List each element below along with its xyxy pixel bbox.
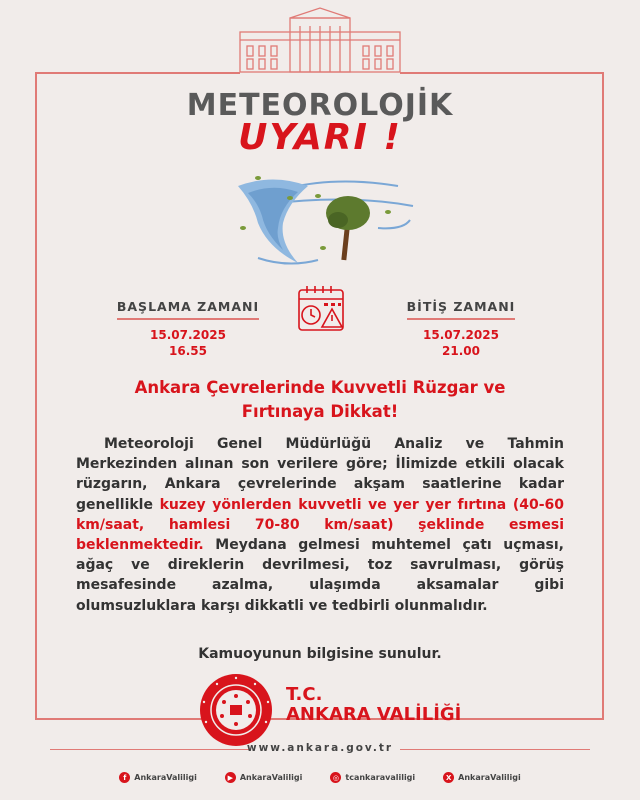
social-facebook[interactable] <box>119 772 197 783</box>
social-label: AnkaraValiligi <box>134 773 197 782</box>
end-time-label: BİTİŞ ZAMANI <box>407 299 516 320</box>
end-date: 15.07.2025 <box>423 328 499 342</box>
body-text-part-2: Meydana gelmesi muhtemel çatı uçması, ağaç ve direklerin devrilmesi, toz savrulması, görüş mesafesinde azalma, ulaşımda aksamalar gibi olumsuzluklara karşı dikkatli ve tedbirli olunmalıdır. <box>76 537 564 614</box>
heading-line-2: Fırtınaya Dikkat! <box>241 402 399 421</box>
heading-line-1: Ankara Çevrelerinde Kuvvetli Rüzgar ve <box>134 378 506 397</box>
social-links <box>0 772 640 783</box>
youtube-icon: ▶ <box>225 772 236 783</box>
governor-name: ANKARA VALİLİĞİ <box>286 704 462 725</box>
social-youtube[interactable] <box>225 772 303 783</box>
body-text-part-1: Meteoroloji Genel Müdürlüğü Analiz ve Tahmin Merkezinden alınan son verilere göre; İlimizde etkili olacak rüzgarın, Ankara çevrelerinde akşam saatlerine kadar genellikle <box>76 436 564 513</box>
body-highlight: kuzey yönlerden kuvvetli ve yer yer fırtına (40-60 km/saat, hamlesi 70-80 km/saat) şeklinde esmesi beklenmektedir. <box>76 496 564 554</box>
announcement-heading <box>60 376 580 424</box>
frame-left <box>35 72 37 719</box>
instagram-icon: ◎ <box>330 772 341 783</box>
warning-title: UYARI ! <box>238 117 402 158</box>
frame-top-left <box>35 72 240 74</box>
calendar-warning-icon <box>296 283 346 335</box>
start-time-label: BAŞLAMA ZAMANI <box>117 299 259 320</box>
social-label: tcankaravaliligi <box>345 773 416 782</box>
social-instagram[interactable] <box>330 772 415 783</box>
frame-right <box>602 72 604 719</box>
announcement-body <box>76 434 564 616</box>
facebook-icon: f <box>119 772 130 783</box>
website-link[interactable]: www.ankara.gov.tr <box>246 742 394 754</box>
x-icon: X <box>443 772 454 783</box>
start-date: 15.07.2025 <box>150 328 226 342</box>
footer-divider-right <box>400 749 590 750</box>
social-label: AnkaraValiligi <box>239 773 303 782</box>
start-time-block <box>108 298 268 359</box>
end-time: 21.00 <box>442 344 480 358</box>
closing-text: Kamuoyunun bilgisine sunulur. <box>198 646 442 662</box>
end-time-block <box>381 298 541 359</box>
governorship-seal-icon <box>198 672 274 748</box>
page-title: METEOROLOJİK <box>186 88 454 123</box>
social-x[interactable] <box>443 772 521 783</box>
governorship-building-icon <box>235 4 405 74</box>
storm-wind-icon <box>228 168 418 276</box>
start-time: 16.55 <box>169 344 207 358</box>
frame-top-right <box>400 72 604 74</box>
governor-tc: T.C. <box>286 684 323 705</box>
social-label: AnkaraValiligi <box>458 773 521 782</box>
